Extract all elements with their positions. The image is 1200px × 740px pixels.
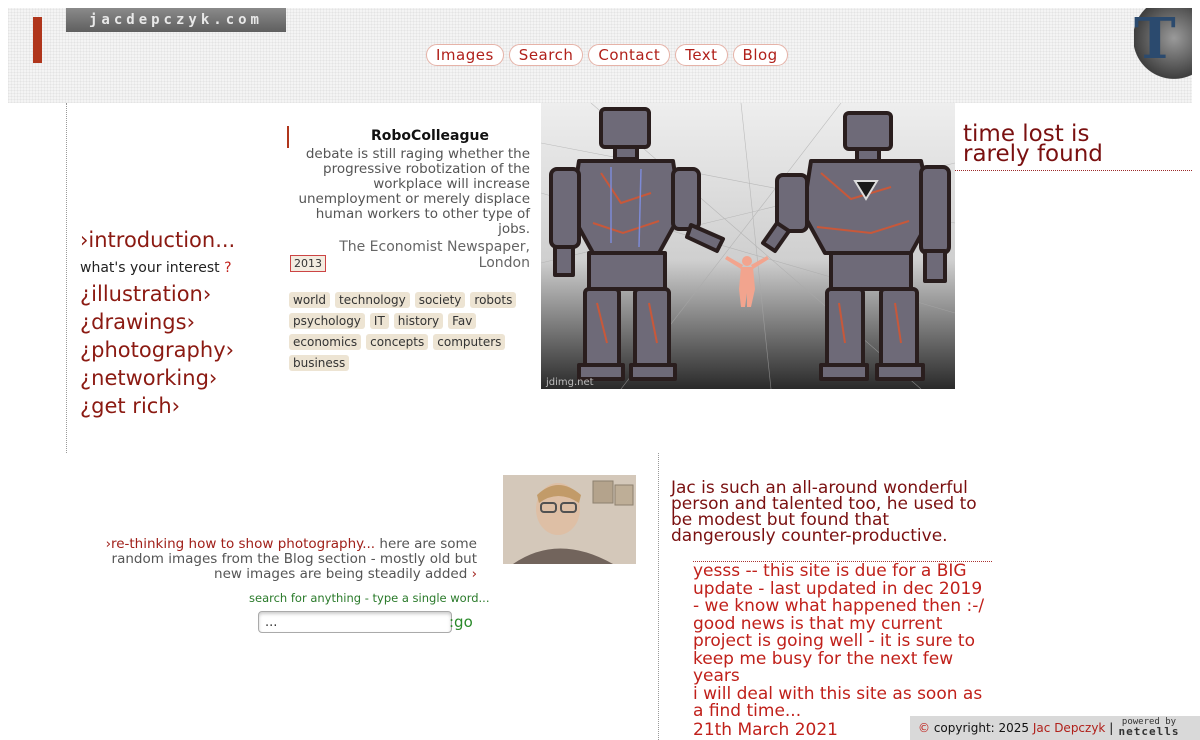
tag[interactable]: concepts xyxy=(366,334,428,350)
news-line: i will deal with this site as soon as a find time... xyxy=(693,683,983,721)
tagline-line-2: rarely found xyxy=(963,141,1103,167)
menu-networking[interactable]: ¿networking› xyxy=(80,366,218,390)
nav-blog[interactable]: Blog xyxy=(733,44,788,66)
quote-marker xyxy=(287,126,289,148)
photography-intro xyxy=(80,537,477,582)
site-logo[interactable]: jacdepczyk.com xyxy=(66,8,286,32)
tag[interactable]: robots xyxy=(470,292,516,308)
tag[interactable]: history xyxy=(394,313,443,329)
main-nav xyxy=(426,44,788,66)
tag-list xyxy=(289,292,529,371)
tag[interactable]: business xyxy=(289,355,349,371)
author-photo[interactable] xyxy=(503,475,636,564)
tag[interactable]: computers xyxy=(433,334,505,350)
menu-photography[interactable]: ¿photography› xyxy=(80,338,235,362)
interest-prompt xyxy=(80,260,235,276)
feature-quote xyxy=(290,128,530,271)
about-blurb: Jac is such an all-around wonderful person and talented too, he used to be modest but found that dangerously counter-productive. xyxy=(671,478,977,546)
tag[interactable]: Fav xyxy=(448,313,476,329)
menu-introduction[interactable]: ›introduction... xyxy=(80,228,236,252)
tag[interactable]: economics xyxy=(289,334,361,350)
corner-logo-letter: T xyxy=(1134,8,1176,72)
left-divider xyxy=(66,103,67,453)
footer xyxy=(910,716,1200,740)
author-link[interactable]: Jac Depczyk xyxy=(1032,721,1106,735)
photography-text: here are some random images from the Blog section - mostly old but new images are being steadily added xyxy=(111,536,477,582)
powered-by-label: powered by xyxy=(1121,717,1177,727)
tagline-line-1: time lost is xyxy=(963,121,1090,147)
author-photo-image xyxy=(503,475,636,564)
tag[interactable]: society xyxy=(415,292,466,308)
menu-drawings[interactable]: ¿drawings› xyxy=(80,310,195,334)
logo-mark xyxy=(33,17,42,63)
footer-separator: | xyxy=(1105,721,1114,735)
copyright xyxy=(918,716,1113,740)
interest-menu xyxy=(80,226,235,420)
tag[interactable]: IT xyxy=(370,313,389,329)
interest-mark: ? xyxy=(224,260,232,276)
year-badge[interactable]: 2013 xyxy=(290,255,326,272)
powered-by-badge[interactable] xyxy=(1113,718,1185,738)
tag[interactable]: psychology xyxy=(289,313,365,329)
tag[interactable]: world xyxy=(289,292,330,308)
robo-colleague-illustration[interactable] xyxy=(541,103,955,389)
site-tagline xyxy=(963,121,1183,167)
search-go-button[interactable]: :go xyxy=(449,613,473,631)
photography-link[interactable]: ›re-thinking how to show photography... xyxy=(105,536,376,552)
tagline-divider xyxy=(955,170,1192,171)
menu-illustration[interactable]: ¿illustration› xyxy=(80,282,212,306)
powered-by-brand: netcells xyxy=(1118,725,1180,738)
nav-images[interactable]: Images xyxy=(426,44,504,66)
site-news xyxy=(693,563,993,721)
interest-label: what's your interest xyxy=(80,260,220,276)
photography-arrow[interactable]: › xyxy=(471,566,477,582)
nav-contact[interactable]: Contact xyxy=(588,44,670,66)
nav-search[interactable]: Search xyxy=(509,44,584,66)
feature-text: debate is still raging whether the progressive robotization of the workplace will increase unemployment or merely displace human workers to other type of jobs. xyxy=(298,146,530,237)
corner-logo[interactable] xyxy=(1134,8,1192,80)
copyright-text: copyright: 2025 xyxy=(930,721,1033,735)
search-label: search for anything - type a single word... xyxy=(249,591,490,605)
copyright-symbol: © xyxy=(918,721,930,735)
news-line: good news is that my current project is going well - it is sure to keep me busy for the next few years xyxy=(693,613,975,686)
feature-title[interactable]: RoboColleague xyxy=(371,128,489,144)
nav-text[interactable]: Text xyxy=(675,44,727,66)
center-divider xyxy=(658,453,659,740)
tag[interactable]: technology xyxy=(335,292,410,308)
news-date: 21th March 2021 xyxy=(693,720,838,740)
news-line: yesss -- this site is due for a BIG update - last updated in dec 2019 - we know what happened then :-/ xyxy=(693,561,985,616)
image-watermark: jdimg.net xyxy=(546,377,594,388)
robots-artwork xyxy=(541,103,955,389)
search-input[interactable] xyxy=(258,611,452,633)
feature-source: The Economist Newspaper, London xyxy=(339,239,530,271)
menu-get-rich[interactable]: ¿get rich› xyxy=(80,394,181,418)
